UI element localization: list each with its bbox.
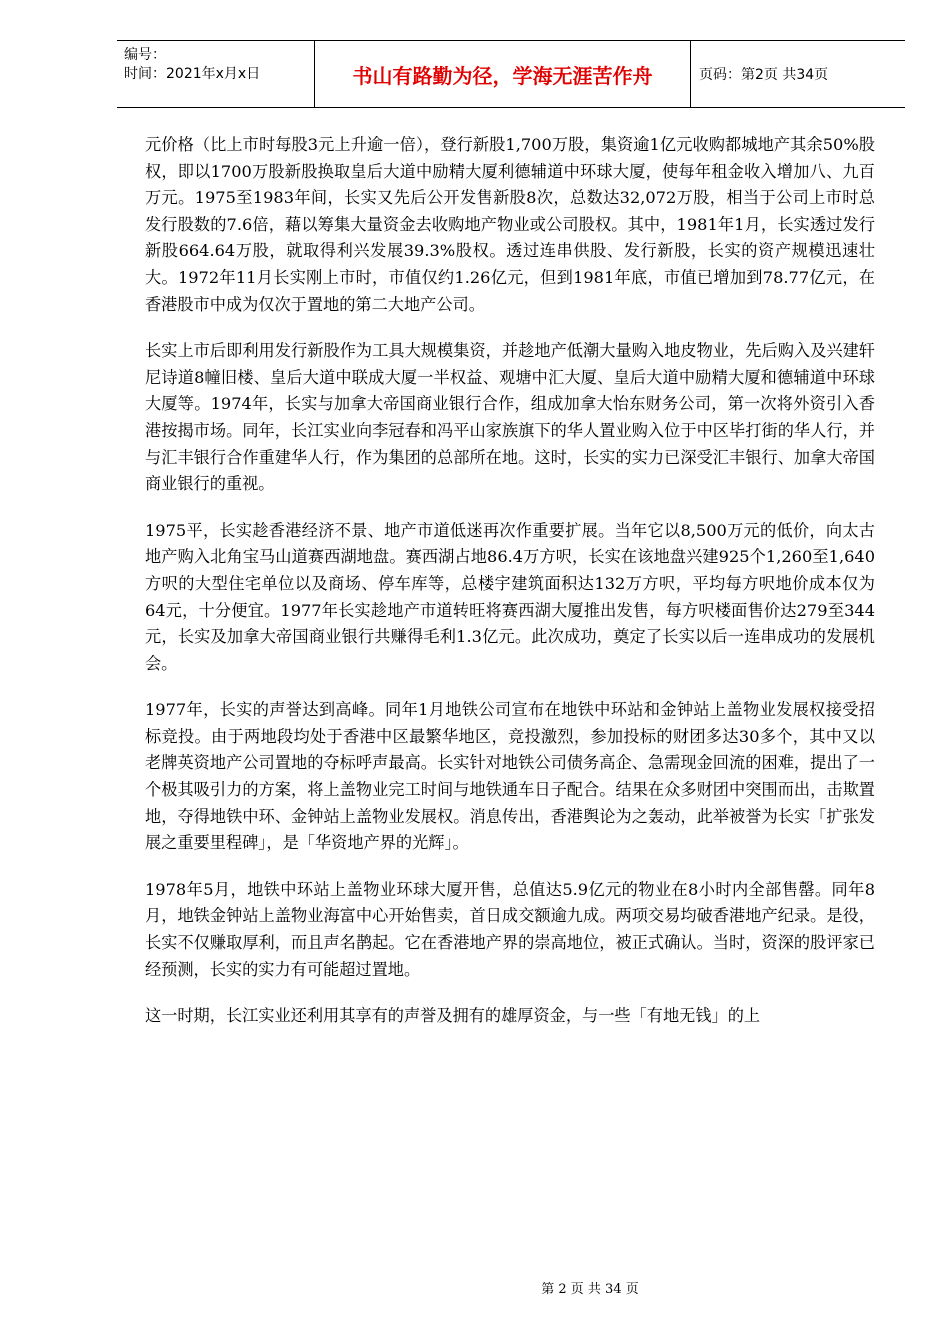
- paragraph-4: 1977年，长实的声誉达到高峰。同年1月地铁公司宣布在地铁中环站和金钟站上盖物业发展权接受招标竞投。由于两地段均处于香港中区最繁华地区，竞投激烈，参加投标的财团多达30多个，其中又以老牌英资地产公司置地的夺标呼声最高。长实针对地铁公司债务高企、急需现金回流的困难，提出了一个极其吸引力的方案，将上盖物业完工时间与地铁通车日子配合。结果在众多财团中突围而出，击欺置地，夺得地铁中环、金钟站上盖物业发展权。消息传出，香港舆论为之轰动，此举被誉为长实「扩张发展之重要里程碑」，是「华资地产界的光辉」。: [145, 700, 875, 853]
- time-label: 时间：2021年x月x日: [124, 66, 261, 82]
- document-body: [145, 132, 875, 1050]
- paragraph-6: 这一时期，长江实业还利用其享有的声誉及拥有的雄厚资金，与一些「有地无钱」的上: [145, 1006, 761, 1026]
- header-info: [124, 41, 314, 107]
- page-header: [117, 40, 905, 108]
- paragraph-2: 长实上市后即利用发行新股作为工具大规模集资，并趁地产低潮大量购入地皮物业，先后购入及兴建轩尼诗道8幢旧楼、皇后大道中联成大厦一半权益、观塘中汇大厦、皇后大道中励精大厦和德辅道中环球大厦等。1974年，长实与加拿大帝国商业银行合作，组成加拿大怡东财务公司，第一次将外资引入香港按揭市场。同年，长江实业向李冠春和冯平山家族旗下的华人置业购入位于中区毕打街的华人行，并与汇丰银行合作重建华人行，作为集团的总部所在地。这时，长实的实力已深受汇丰银行、加拿大帝国商业银行的重视。: [145, 341, 875, 494]
- paragraph-5: 1978年5月，地铁中环站上盖物业环球大厦开售，总值达5.9亿元的物业在8小时内全部售罄。同年8月，地铁金钟站上盖物业海富中心开始售卖，首日成交额逾九成。两项交易均破香港地产纪录。是役，长实不仅赚取厚利，而且声名鹊起。它在香港地产界的崇高地位，被正式确认。当时，资深的股评家已经预测，长实的实力有可能超过置地。: [145, 879, 875, 979]
- paragraph-3: 1975平，长实趁香港经济不景、地产市道低迷再次作重要扩展。当年它以8,500万元的低价，向太古地产购入北角宝马山道赛西湖地盘。赛西湖占地86.4万方呎，长实在该地盘兴建925个1,260至1,640方呎的大型住宅单位以及商场、停车库等，总楼宇建筑面积达132万方呎，平均每方呎地价成本仅为64元，十分便宜。1977年长实趁地产市道转旺将赛西湖大厦推出发售，每方呎楼面售价达279至344元，长实及加拿大帝国商业银行共赚得毛利1.3亿元。此次成功，奠定了长实以后一连串成功的发展机会。: [145, 520, 875, 673]
- page-footer: [0, 1278, 950, 1297]
- paragraph-1: 元价格（比上市时每股3元上升逾一倍），登行新股1,700万股，集资逾1亿元收购都城地产其余50%股权，即以1700万股新股换取皇后大道中励精大厦利德辅道中环球大厦，使每年租金收入增加八、九百万元。1975至1983年间，长实又先后公开发售新股8次，总数达32,072万股，相当于公司上市时总发行股数的7.6倍，藉以筹集大量资金去收购地产物业或公司股权。其中，1981年1月，长实透过发行新股664.64万股，就取得利兴发展39.3%股权。透过连串供股、发行新股，长实的资产规模迅速壮大。1972年11月长实刚上市时，市值仅约1.26亿元，但到1981年底，市值已增加到78.77亿元，在香港股市中成为仅次于置地的第二大地产公司。: [145, 135, 875, 314]
- serial-label: 编号：: [124, 47, 166, 63]
- header-divider-right: [690, 41, 691, 107]
- footer-page-number: 第 2 页 共 34 页: [541, 1282, 639, 1297]
- header-motto: 书山有路勤为径，学海无涯苦作舟: [352, 63, 653, 88]
- header-page-label: 页码：第2页 共34页: [699, 67, 829, 83]
